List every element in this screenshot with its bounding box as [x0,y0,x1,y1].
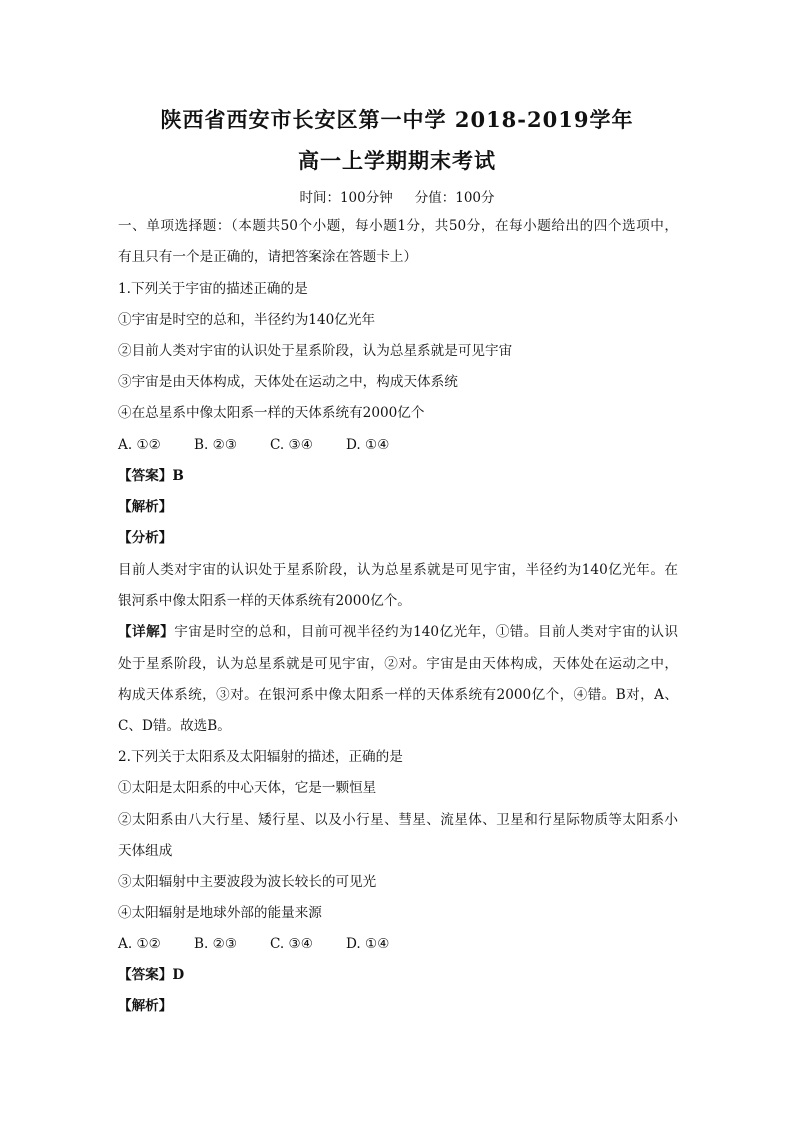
q1-option-b: B. ②③ [194,437,238,453]
exam-time: 时间：100分钟 [299,190,393,206]
q1-statement-1: ①宇宙是时空的总和，半径约为140亿光年 [118,312,376,328]
q1-detail-line4: C、D错。故选B。 [118,718,231,734]
q2-option-b: B. ②③ [194,936,238,952]
q1-fenxi-line2: 银河系中像太阳系一样的天体系统有2000亿个。 [118,593,411,609]
q2-stem: 2.下列关于太阳系及太阳辐射的描述，正确的是 [118,749,403,765]
q1-statement-3: ③宇宙是由天体构成，天体处在运动之中，构成天体系统 [118,374,458,390]
exam-title-line2: 高一上学期期末考试 [298,148,496,173]
q1-fenxi-label: 【分析】 [118,530,173,546]
q2-analysis-label: 【解析】 [118,998,173,1014]
q2-option-c: C. ③④ [270,936,313,952]
q1-detail-line3: 构成天体系统，③对。在银河系中像太阳系一样的天体系统有2000亿个，④错。B对，A、 [118,687,678,703]
q1-option-c: C. ③④ [270,437,313,453]
q1-stem: 1.下列关于宇宙的描述正确的是 [118,281,308,297]
q1-detail-line2: 处于星系阶段，认为总星系就是可见宇宙，②对。宇宙是由天体构成，天体处在运动之中， [118,656,678,672]
q1-answer: 【答案】B [118,468,184,484]
q2-options [118,935,678,953]
q1-statement-2: ②目前人类对宇宙的认识处于星系阶段，认为总星系就是可见宇宙 [118,343,513,359]
q1-detail-line1 [118,623,678,641]
q1-option-d: D. ①④ [346,437,390,453]
q1-fenxi-line1: 目前人类对宇宙的认识处于星系阶段，认为总星系就是可见宇宙，半径约为140亿光年。在 [118,562,678,578]
q1-detail-label: 【详解】 [118,624,175,640]
exam-meta [0,186,794,206]
q2-statement-2-line1: ②太阳系由八大行星、矮行星、以及小行星、彗星、流星体、卫星和行星际物质等太阳系小 [118,812,678,828]
q1-analysis-label: 【解析】 [118,499,173,515]
exam-title-line1: 陕西省西安市长安区第一中学 2018-2019学年 [160,107,634,132]
q2-statement-1: ①太阳是太阳系的中心天体，它是一颗恒星 [118,780,377,796]
q1-statement-4: ④在总星系中像太阳系一样的天体系统有2000亿个 [118,405,425,421]
q2-statement-3: ③太阳辐射中主要波段为波长较长的可见光 [118,874,377,890]
q2-statement-4: ④太阳辐射是地球外部的能量来源 [118,905,322,921]
q2-option-d: D. ①④ [346,936,390,952]
section-intro-line2: 有且只有一个是正确的，请把答案涂在答题卡上） [118,249,418,265]
q2-option-a: A. ①② [118,936,161,952]
q2-answer: 【答案】D [118,967,185,983]
exam-score: 分值：100分 [414,190,495,206]
q1-option-a: A. ①② [118,437,161,453]
q1-options [118,436,678,454]
q1-detail-text1: 宇宙是时空的总和，目前可视半径约为140亿光年，①错。目前人类对宇宙的认识 [174,624,678,640]
section-intro-line1: 一、单项选择题：（本题共50个小题，每小题1分，共50分，在每小题给出的四个选项中， [118,218,678,234]
q2-statement-2-line2: 天体组成 [118,843,173,859]
